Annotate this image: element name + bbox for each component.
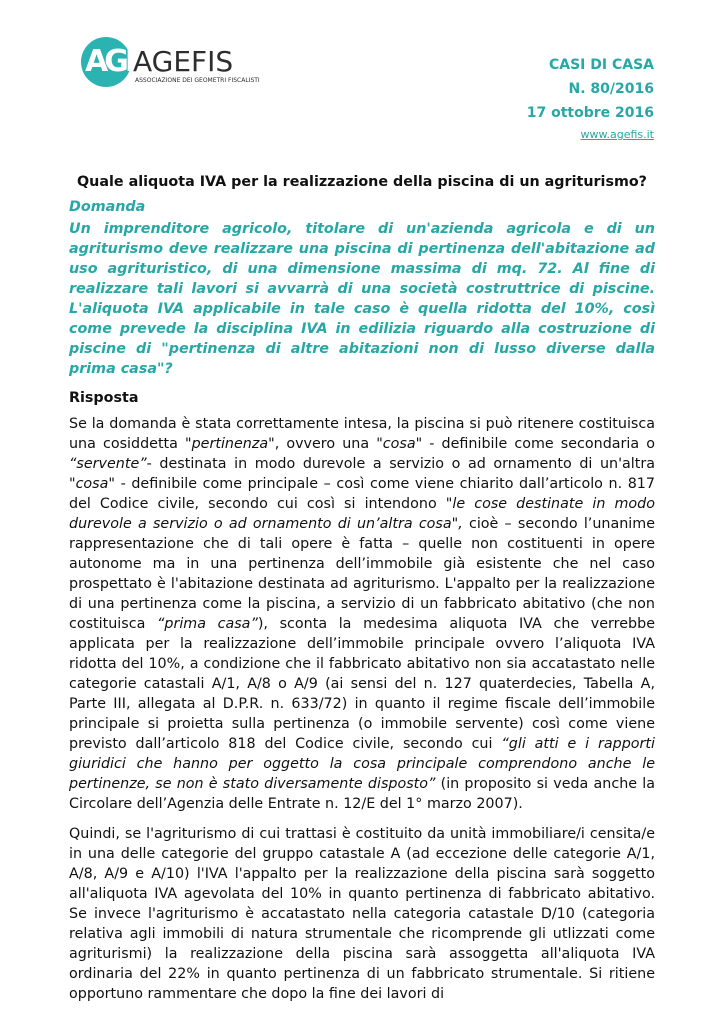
text-run: - definibile come principale – così come viene chiarito dall’articolo n. 817 del Codice civile, secondo cui così si intendono (69, 476, 655, 512)
text-run: - destinata in modo durevole a servizio o ad ornamento di un'altra (146, 456, 655, 472)
logo-subtitle: ASSOCIAZIONE DEI GEOMETRI FISCALISTI (135, 77, 260, 84)
text-run: (in proposito si veda anche la Circolare dell’Agenzia delle Entrate n. 12/E del 1° marzo 2007). (69, 776, 655, 812)
website-link[interactable]: www.agefis.it (580, 128, 654, 141)
page-title: Quale aliquota IVA per la realizzazione della piscina di un agriturismo? (77, 174, 647, 190)
italic-run: “prima casa” (156, 616, 258, 632)
logo-mark: AGF (85, 44, 142, 79)
italic-run: “gli atti e i rapporti giuridici che hanno per oggetto la cosa principale comprendono anche le pertinenze, se non è stato diversamente disposto” (69, 736, 656, 792)
risposta-label: Risposta (69, 390, 139, 406)
text-run: Se la domanda è stata correttamente intesa, la piscina si può ritenere costituisca una cosiddetta (69, 416, 655, 452)
document-meta (527, 53, 654, 145)
text-run: , ovvero una (274, 436, 377, 452)
issue-date: 17 ottobre 2016 (526, 105, 654, 121)
text-run: ), sconta la medesima aliquota IVA che verrebbe applicata per la realizzazione dell’immobile principale ovvero l’aliquota IVA ridotta del 10%, a condizione che il fabbricato abitativo non sia accatastato nelle categorie catastali A/1, A/8 o A/9 (ai sensi del n. 127 quaterdecies, Tabella A, Parte III, allegata al D.P.R. n. 633/72) in quanto il regime fiscale dell’immobile principale si proietta sulla pertinenza (o immobile servente) così come viene previsto dall’articolo 818 del Codice civile, secondo cui (69, 616, 655, 752)
issue-number: N. 80/2016 (568, 81, 654, 97)
italic-run: "cosa" (376, 436, 423, 452)
logo-name: AGEFIS (133, 45, 234, 78)
text-run: - definibile come secondaria o (422, 436, 655, 452)
series-title: CASI DI CASA (548, 57, 654, 73)
text-run: cioè – secondo l’unanime rappresentazione che di tali opere è fatta – quelle non costituenti in opere autonome ma in una pertinenza dell’immobile già esistente che nel caso prospettato è l'abitazione destinata ad agriturismo. L'appalto per la realizzazione di una pertinenza come la piscina, a servizio di un fabbricato abitativo (che non costituisca (69, 516, 655, 632)
italic-run: "le cose destinate in modo durevole a servizio o ad ornamento di un’altra cosa", (69, 496, 655, 532)
answer-paragraph-1 (69, 414, 655, 814)
agefis-logo (79, 37, 260, 97)
italic-run: "pertinenza" (185, 436, 275, 452)
answer-paragraph-2: Quindi, se l'agriturismo di cui trattasi è costituito da unità immobiliare/i censita/e in una delle categorie del gruppo catastale A (ad eccezione delle categorie A/1, A/8, A/9 e A/10) l'IVA l'appalto per la realizzazione della piscina sarà soggetto all'aliquota IVA agevolata del 10% in quanto pertinenza di fabbricato abitativo. Se invece l'agriturismo è accatastato nella categoria catastale D/10 (categoria relativa agli immobili di natura strumentale che ricomprende gli utlizzati come agriturismi) la realizzazione della piscina sarà assoggetta all'aliquota IVA ordinaria del 22% in quanto pertinenza di un fabbricato strumentale. Si ritiene opportuno rammentare che dopo la fine dei lavori di (69, 826, 655, 1002)
document-body (69, 172, 655, 1014)
italic-run: "cosa" (69, 476, 115, 492)
domanda-label: Domanda (69, 199, 146, 215)
italic-run: “servente” (69, 456, 147, 472)
question-text: Un imprenditore agricolo, titolare di un'azienda agricola e di un agriturismo deve realizzare una piscina di pertinenza dell'abitazione ad uso agrituristico, di una dimensione massima di mq. 72. Al fine di realizzare tali lavori si avvarrà di una società costruttrice di piscine. L'aliquota IVA applicabile in tale caso è quella ridotta del 10%, così come prevede la disciplina IVA in edilizia riguardo alla costruzione di piscine di "pertinenza di altre abitazioni non di lusso diverse dalla prima casa"? (69, 221, 655, 377)
